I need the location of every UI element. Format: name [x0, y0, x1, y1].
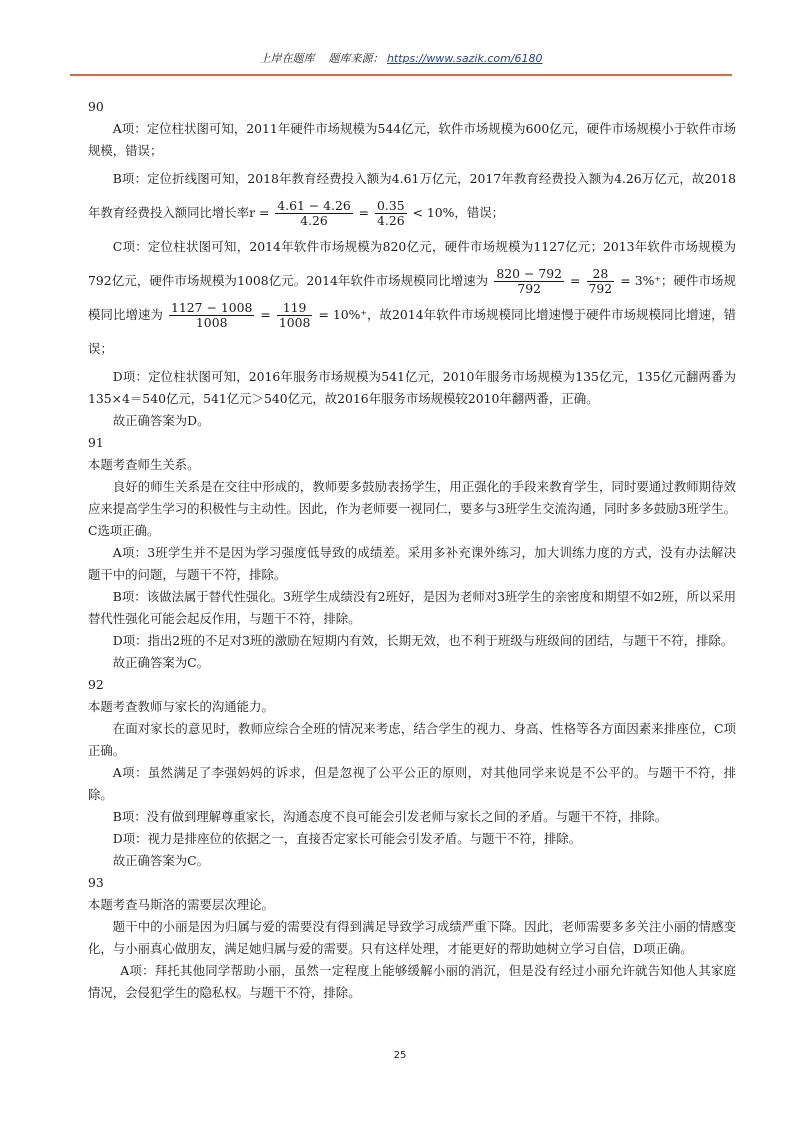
q92-analysis: 在面对家长的意见时，教师应综合全班的情况来考虑，结合学生的视力、身高、性格等各方面因素来排座位，C项正确。 [88, 721, 736, 758]
header-url-link[interactable]: https://www.sazik.com/6180 [386, 52, 543, 65]
q90-answer: 故正确答案为D。 [112, 413, 210, 428]
q90-b-result: < 10%，错误； [412, 205, 504, 220]
q90-c-fraction-4: $\frac{119}{1008}$ [278, 300, 311, 330]
q92-option-a: A项：虽然满足了李强妈妈的诉求，但是忽视了公平公正的原则，对其他同学来说是不公平的。与题干不符，排除。 [88, 765, 736, 802]
q90-option-d: D项：定位柱状图可知，2016年服务市场规模为541亿元，2010年服务市场规模为135亿元，135亿元翻两番为135×4＝540亿元，541亿元＞540亿元，故2016年服务市场规模较2010年翻两番，正确。 [88, 369, 736, 406]
q90-b-equals: = [358, 205, 370, 220]
q91-analysis: 良好的师生关系是在交往中形成的，教师要多鼓励表扬学生，用正强化的手段来教育学生，同时要通过教师期待效应来提高学生学习的积极性与主动性。因此，作为老师要一视同仁，要多与3班学生交流沟通，同时多多鼓励3班学生。C选项正确。 [88, 479, 736, 538]
q91-option-d: D项：指出2班的不足对3班的激励在短期内有效，长期无效，也不利于班级与班级间的团结，与题干不符，排除。 [112, 633, 734, 648]
q92-answer: 故正确答案为C。 [112, 853, 210, 868]
question-number-91: 91 [88, 435, 104, 450]
q93-analysis: 题干中的小丽是因为归属与爱的需要没有得到满足导致学习成绩严重下降。因此，老师需要多多关注小丽的情感变化，与小丽真心做朋友，满足她归属与爱的需要。只有这样处理，才能更好的帮助她树立学习自信，D项正确。 [88, 919, 736, 956]
header-divider [70, 74, 732, 76]
q90-b-fraction-1: $\frac{4.61 - 4.26}{4.26}$ [277, 198, 351, 228]
q91-topic: 本题考查师生关系。 [88, 457, 200, 472]
q90-b-text: B项：定位折线图可知，2018年教育经费投入额为4.61万亿元，2017年教育经费投入额为4.26万亿元，故2018年教育经费投入额同比增长率r = [88, 171, 736, 220]
q90-option-b [88, 162, 736, 230]
q90-c-fraction-1: $\frac{820 - 792}{792}$ [496, 266, 562, 296]
q90-c-equals-1: = [570, 273, 581, 288]
question-number-93: 93 [88, 875, 104, 890]
page-header [70, 50, 732, 74]
q91-option-a: A项：3班学生并不是因为学习强度低导致的成绩差。采用多补充课外练习，加大训练力度的方式，没有办法解决题干中的问题，与题干不符，排除。 [88, 545, 736, 582]
q90-c-result: = 10%⁺，故2014年软件市场规模同比增速慢于硬件市场规模同比增速，错误； [88, 307, 736, 356]
q92-option-b: B项：没有做到理解尊重家长，沟通态度不良可能会引发老师与家长之间的矛盾。与题干不符，排除。 [112, 809, 668, 824]
q92-option-d: D项：视力是排座位的依据之一，直接否定家长可能会引发矛盾。与题干不符，排除。 [112, 831, 582, 846]
q90-option-c [88, 230, 736, 366]
q90-c-text: C项：定位柱状图可知，2014年软件市场规模为820亿元，硬件市场规模为1127亿元；2013年软件市场规模为792亿元，硬件市场规模为1008亿元。2014年软件市场规模同比增速为 [88, 239, 736, 288]
q90-c-middle: = 3%⁺；硬件市场规模同比增速为 [88, 273, 736, 322]
header-site-name: 上岸在题库 [259, 52, 315, 65]
q92-topic: 本题考查教师与家长的沟通能力。 [88, 699, 274, 714]
q90-c-fraction-3: $\frac{1127 - 1008}{1008}$ [171, 300, 253, 330]
q90-option-a: A项：定位柱状图可知，2011年硬件市场规模为544亿元，软件市场规模为600亿元，硬件市场规模小于软件市场规模，错误； [88, 121, 736, 158]
header-label: 题库来源： [328, 52, 384, 65]
question-number-92: 92 [88, 677, 104, 692]
page-number: 25 [393, 1050, 407, 1061]
q90-c-fraction-2: $\frac{28}{792}$ [588, 266, 613, 296]
question-number-90: 90 [88, 99, 104, 114]
q91-answer: 故正确答案为C。 [112, 655, 210, 670]
q93-option-a: A项：拜托其他同学帮助小丽，虽然一定程度上能够缓解小丽的消沉，但是没有经过小丽允许就告知他人其家庭情况，会侵犯学生的隐私权。与题干不符，排除。 [88, 963, 736, 1000]
q90-b-fraction-2: $\frac{0.35}{4.26}$ [377, 198, 405, 228]
page-content [88, 96, 736, 1004]
q93-topic: 本题考查马斯洛的需要层次理论。 [88, 897, 274, 912]
q90-c-equals-2: = [260, 307, 271, 322]
q91-option-b: B项：该做法属于替代性强化。3班学生成绩没有2班好，是因为老师对3班学生的亲密度和期望不如2班，所以采用替代性强化可能会起反作用，与题干不符，排除。 [88, 589, 736, 626]
